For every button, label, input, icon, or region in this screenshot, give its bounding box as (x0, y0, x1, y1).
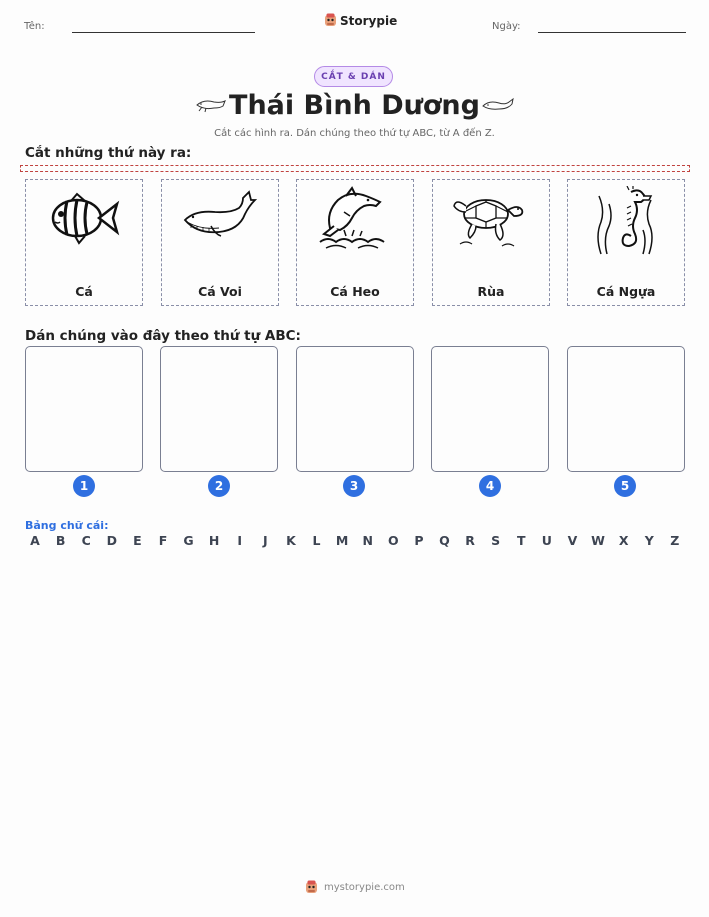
fish-icon (45, 186, 121, 250)
name-label: Tên: (24, 21, 45, 32)
cut-card-whale[interactable] (161, 179, 279, 306)
whale-doodle-right-icon (481, 97, 515, 113)
alphabet-letter: G (183, 533, 194, 548)
alphabet-letter: L (312, 533, 321, 548)
alphabet-letter: P (414, 533, 424, 548)
alphabet-letter: O (387, 533, 399, 548)
page-title: Thái Bình Dương (229, 90, 480, 121)
alphabet-letter: K (286, 533, 296, 548)
cut-section-heading: Cắt những thứ này ra: (25, 145, 192, 161)
alphabet-letter: Q (439, 533, 450, 548)
paste-box-2[interactable] (160, 346, 278, 472)
alphabet-letter: M (335, 533, 349, 548)
cut-card-label: Cá Heo (330, 284, 380, 299)
paste-box-3[interactable] (296, 346, 414, 472)
cut-card-fish[interactable] (25, 179, 143, 306)
paste-number-5: 5 (614, 475, 636, 497)
alphabet-letter: W (591, 533, 605, 548)
alphabet-letter: B (55, 533, 66, 548)
paste-box-4[interactable] (431, 346, 549, 472)
footer-url[interactable]: mystorypie.com (324, 882, 405, 893)
storypie-mascot-icon (305, 880, 318, 895)
alphabet-letter: F (158, 533, 168, 548)
instructions: Cắt các hình ra. Dán chúng theo thứ tự ABC, từ A đến Z. (214, 128, 495, 139)
storypie-mascot-icon (324, 13, 337, 28)
footer (305, 880, 405, 895)
paste-number-1: 1 (73, 475, 95, 497)
paste-number-2: 2 (208, 475, 230, 497)
cut-card-seahorse[interactable] (567, 179, 685, 306)
cut-card-label: Cá Ngựa (596, 284, 656, 299)
alphabet-letter: R (465, 533, 475, 548)
cut-card-turtle[interactable] (432, 179, 550, 306)
alphabet-letter: U (541, 533, 552, 548)
alphabet-letter: E (133, 533, 142, 548)
cut-card-label: Rùa (477, 284, 505, 299)
alphabet-letter: X (618, 533, 629, 548)
paste-box-5[interactable] (567, 346, 685, 472)
paste-section-heading: Dán chúng vào đây theo thứ tự ABC: (25, 328, 301, 344)
name-line[interactable] (72, 32, 255, 33)
cut-line (20, 165, 690, 172)
alphabet-letter: C (81, 533, 91, 548)
alphabet-letter: I (237, 533, 243, 548)
cut-card-label: Cá Voi (198, 284, 242, 299)
paste-number-4: 4 (479, 475, 501, 497)
alphabet-letter: S (491, 533, 501, 548)
alphabet-letter: J (263, 533, 268, 548)
brand-logo (324, 13, 397, 28)
dolphin-icon (316, 186, 392, 250)
date-line[interactable] (538, 32, 686, 33)
cut-card-dolphin[interactable] (296, 179, 414, 306)
seahorse-icon (587, 186, 663, 256)
alphabet-letter: N (362, 533, 373, 548)
date-label: Ngày: (492, 21, 521, 32)
alphabet-letter: Z (670, 533, 680, 548)
paste-number-3: 3 (343, 475, 365, 497)
alphabet-row (25, 533, 685, 548)
alphabet-letter: T (517, 533, 526, 548)
cut-paste-badge: CẮT & DÁN (314, 66, 393, 87)
alphabet-letter: V (567, 533, 578, 548)
cut-card-label: Cá (75, 284, 93, 299)
alphabet-letter: A (30, 533, 40, 548)
whale-icon (181, 186, 257, 250)
alphabet-letter: D (106, 533, 117, 548)
brand-name: Storypie (340, 13, 398, 28)
alphabet-letter: H (208, 533, 220, 548)
alphabet-letter: Y (644, 533, 654, 548)
turtle-icon (452, 186, 528, 250)
alphabet-heading: Bảng chữ cái: (25, 519, 109, 532)
paste-box-1[interactable] (25, 346, 143, 472)
